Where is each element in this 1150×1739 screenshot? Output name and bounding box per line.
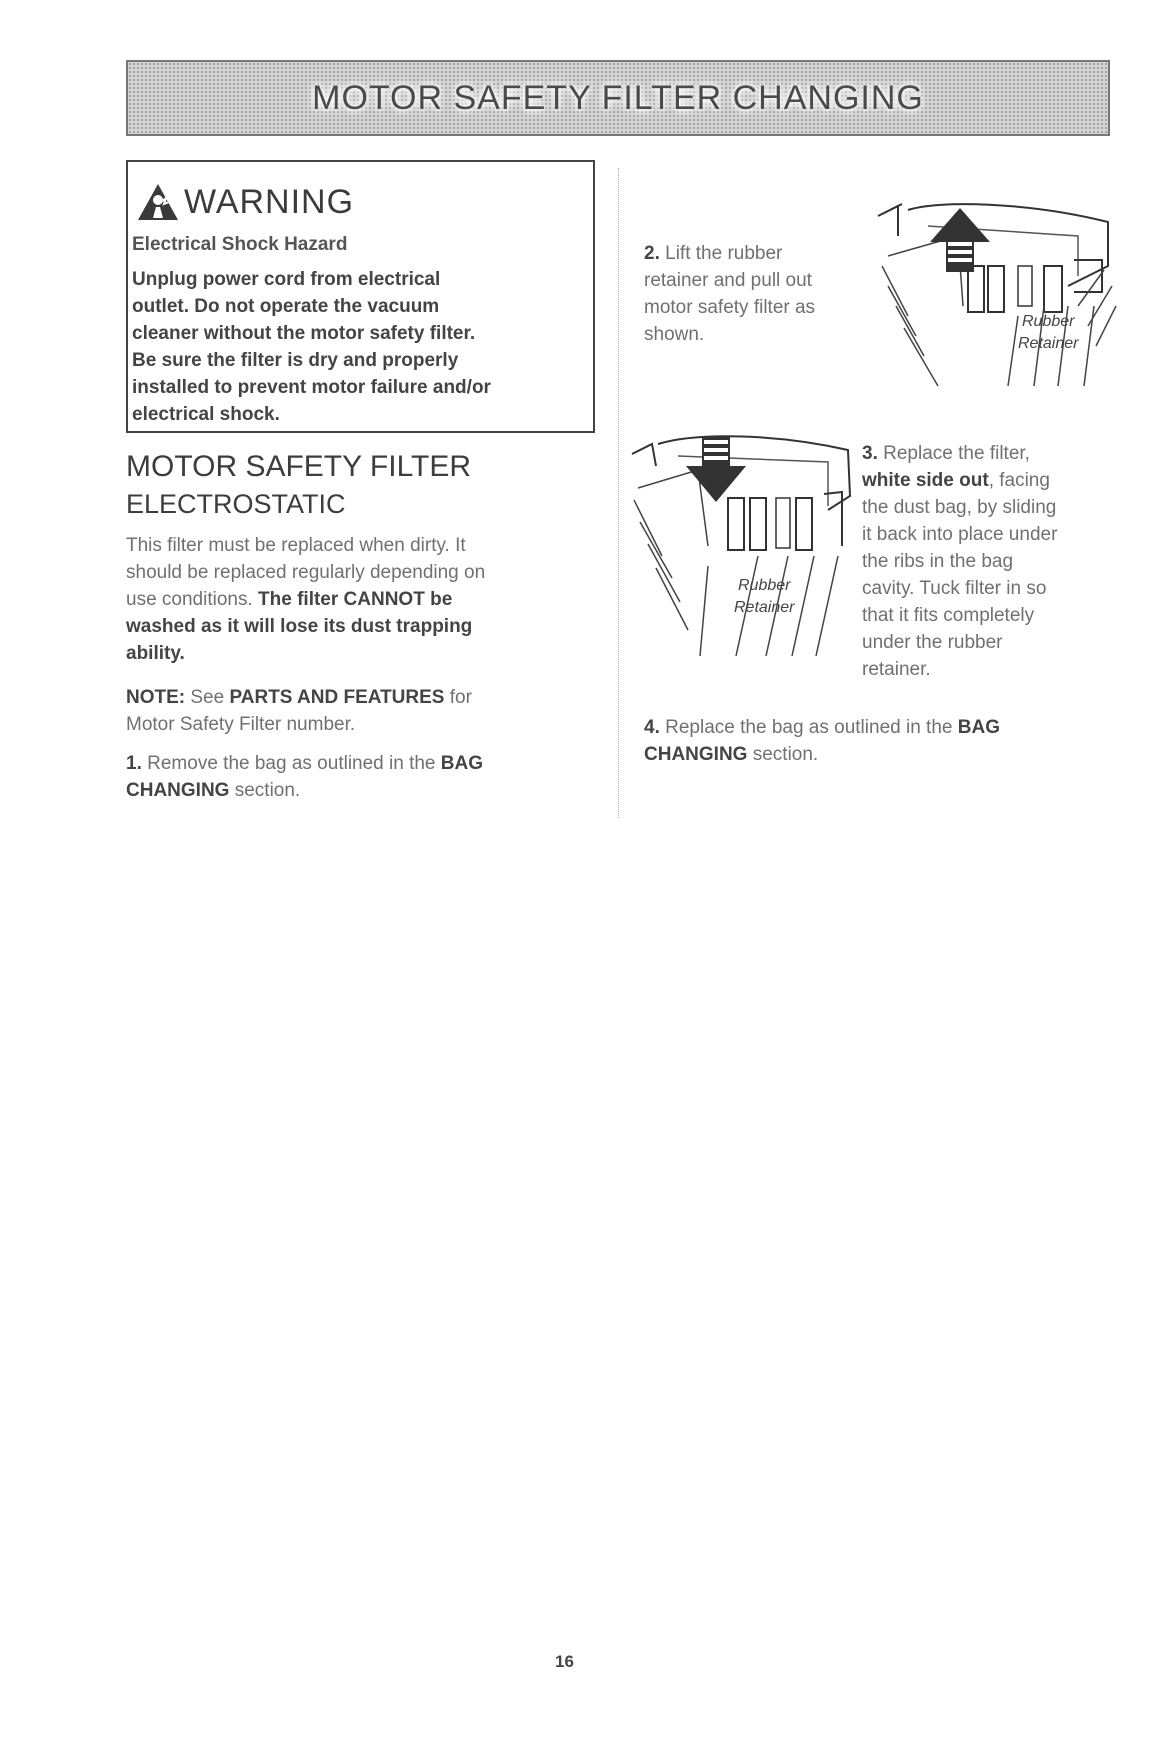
intro-bold: The filter CANNOT be [258, 589, 453, 610]
intro-paragraph [126, 532, 586, 667]
step2-line: motor safety filter as [644, 297, 816, 318]
step2-paragraph [644, 240, 884, 348]
figure-label-rubber: Rubber [738, 577, 791, 594]
note-text: for [444, 687, 472, 708]
note-text: See [185, 687, 230, 708]
header-banner [126, 60, 1110, 136]
step3-line [862, 440, 1102, 467]
step-text: Remove the bag as outlined in the [141, 753, 441, 774]
warning-line: installed to prevent motor failure and/or [132, 377, 491, 398]
arrow-down-icon [686, 436, 746, 502]
step3-line: the ribs in the bag [862, 551, 1014, 572]
intro-text: use conditions. [126, 589, 259, 610]
step-text: Lift the rubber [659, 243, 783, 264]
step3-paragraph [862, 440, 1102, 683]
step3-line: that it fits completely [862, 605, 1035, 626]
section-title: MOTOR SAFETY FILTER [126, 450, 472, 483]
step-text: , facing [988, 470, 1050, 491]
step-number: 3. [862, 443, 878, 464]
step-bold: white side out [862, 470, 989, 491]
step1-line [126, 777, 586, 804]
step-text: section. [229, 780, 301, 801]
step1-paragraph [126, 750, 586, 804]
step-number: 1. [126, 753, 142, 774]
step-text: Replace the bag as outlined in the [659, 717, 958, 738]
step4-line [644, 741, 1114, 768]
warning-line: Be sure the filter is dry and properly [132, 350, 459, 371]
step3-line: retainer. [862, 659, 931, 680]
warning-title: WARNING [184, 182, 355, 221]
figure-label-rubber: Rubber [1022, 313, 1075, 330]
step3-line: the dust bag, by sliding [862, 497, 1057, 518]
intro-line [126, 586, 586, 613]
figure-label-retainer: Retainer [734, 599, 795, 616]
filter-replacement-figure [628, 426, 856, 674]
step-ref: CHANGING [126, 780, 230, 801]
step-number: 4. [644, 717, 660, 738]
page-title: MOTOR SAFETY FILTER CHANGING [312, 78, 924, 117]
warning-header [136, 182, 354, 222]
step4-paragraph [644, 714, 1114, 768]
intro-line [126, 640, 586, 667]
column-divider [618, 168, 619, 818]
figure-label-retainer: Retainer [1018, 335, 1079, 352]
note-ref: PARTS AND FEATURES [229, 687, 445, 708]
step-text: section. [747, 744, 819, 765]
step1-line [126, 750, 586, 777]
step-ref: BAG [440, 753, 484, 774]
step-ref: CHANGING [644, 744, 748, 765]
step3-line: cavity. Tuck filter in so [862, 578, 1047, 599]
note-line [126, 684, 586, 711]
intro-line: This filter must be replaced when dirty. It [126, 535, 466, 556]
intro-bold: ability. [126, 643, 185, 664]
arrow-up-icon [930, 208, 990, 272]
shock-hazard-icon [136, 182, 180, 222]
step-ref: BAG [957, 717, 1000, 738]
intro-line [126, 613, 586, 640]
page-number: 16 [555, 1652, 574, 1671]
hazard-label: Electrical Shock Hazard [132, 234, 348, 255]
note-line: Motor Safety Filter number. [126, 714, 356, 735]
step-number: 2. [644, 243, 660, 264]
step-text: Replace the filter, [877, 443, 1030, 464]
warning-line: electrical shock. [132, 404, 280, 425]
step2-line: retainer and pull out [644, 270, 812, 291]
intro-line: should be replaced regularly depending on [126, 562, 486, 583]
warning-line: cleaner without the motor safety filter. [132, 323, 476, 344]
step4-line [644, 714, 1114, 741]
step2-line: shown. [644, 324, 705, 345]
warning-line: outlet. Do not operate the vacuum [132, 296, 440, 317]
step3-line: it back into place under [862, 524, 1058, 545]
warning-box [126, 160, 595, 433]
note-label: NOTE: [126, 687, 186, 708]
intro-bold: washed as it will lose its dust trapping [126, 616, 473, 637]
step2-line [644, 240, 884, 267]
section-subtitle: ELECTROSTATIC [126, 489, 346, 519]
step3-line: under the rubber [862, 632, 1003, 653]
note-paragraph [126, 684, 586, 738]
filter-removal-figure [868, 196, 1118, 416]
warning-line: Unplug power cord from electrical [132, 269, 441, 290]
step3-line [862, 467, 1102, 494]
warning-text [132, 266, 588, 428]
